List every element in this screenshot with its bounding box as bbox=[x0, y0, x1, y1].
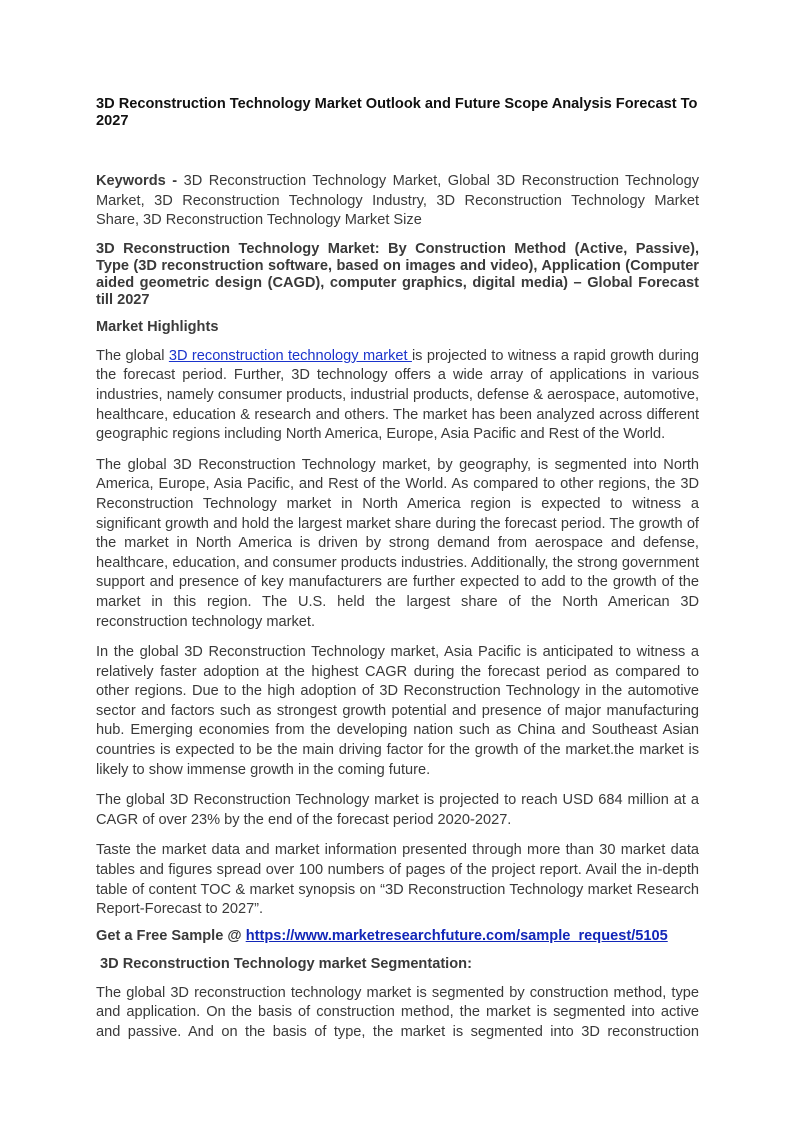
document-title: 3D Reconstruction Technology Market Outlook and Future Scope Analysis Forecast To 2027 bbox=[96, 96, 698, 129]
segmentation-heading: 3D Reconstruction Technology market Segmentation: bbox=[100, 955, 472, 972]
paragraph-intro bbox=[96, 347, 699, 445]
keywords-text: 3D Reconstruction Technology Market, Global 3D Reconstruction Technology Market, 3D Reconstruction Technology Industry, 3D Reconstruction Technology Market Share, 3D Reconstruction Technology Market Size bbox=[96, 173, 699, 229]
free-sample-link[interactable]: https://www.marketresearchfuture.com/sample_request/5105 bbox=[245, 927, 668, 944]
keywords-paragraph bbox=[96, 172, 699, 231]
market-highlights-heading: Market Highlights bbox=[96, 318, 219, 335]
paragraph-segmentation: The global 3D reconstruction technology market is segmented by construction method, type and application. On the basis of construction method, the market is segmented into active and passive. And on the basis of type, the market is segmented into 3D reconstruction bbox=[96, 984, 699, 1040]
document-page bbox=[96, 96, 699, 1043]
paragraph-report-info: Taste the market data and market information presented through more than 30 market data tables and figures spread over 100 numbers of pages of the project report. Avail the in-depth table of content TOC & market synopsis on “3D Reconstruction Technology market Research Report-Forecast to 2027”. bbox=[96, 842, 699, 918]
market-report-link[interactable]: 3D reconstruction technology market bbox=[168, 347, 412, 364]
paragraph-geography: The global 3D Reconstruction Technology market, by geography, is segmented into North America, Europe, Asia Pacific, and Rest of the World. As compared to other regions, the 3D Reconstruction Technology market in North America region is expected to witness a significant growth and hold the largest market share during the forecast period. The growth of the market in North America is driven by strong demand from aerospace and defense, healthcare, education, and consumer products industries. Additionally, the strong government support and presence of key manufacturers are further expected to add to the growth of the market in this region. The U.S. held the largest share of the North American 3D reconstruction technology market. bbox=[96, 456, 699, 630]
free-sample-label: Get a Free Sample @ bbox=[96, 927, 246, 944]
paragraph-asia-pacific: In the global 3D Reconstruction Technology market, Asia Pacific is anticipated to witness a relatively faster adoption at the highest CAGR during the forecast period as compared to other regions. Due to the high adoption of 3D Reconstruction Technology in the automotive sector and factors such as strongest growth potential and presence of major manufacturing hub. Emerging economies from the developing nation such as China and Southeast Asian countries is expected to be the main driving factor for the growth of the market.the market is likely to show immense growth in the coming future. bbox=[96, 644, 699, 778]
free-sample-line bbox=[96, 928, 699, 945]
paragraph-market-size: The global 3D Reconstruction Technology market is projected to reach USD 684 million at a CAGR of over 23% by the end of the forecast period 2020-2027. bbox=[96, 792, 699, 828]
report-subtitle: 3D Reconstruction Technology Market: By Construction Method (Active, Passive), Type (3D reconstruction software, based on images and video), Application (Computer aided geometric design (CAGD), computer graphics, digital media) – Global Forecast till 2027 bbox=[96, 240, 699, 308]
keywords-label: Keywords - bbox=[96, 173, 178, 189]
intro-text-after-link: is projected to witness a rapid growth during the forecast period. Further, 3D technology offers a wide array of applications in various industries, namely consumer products, industrial products, defense & aerospace, automotive, healthcare, education & research and others. The market has been analyzed across different geographic regions including North America, Europe, Asia Pacific and Rest of the World. bbox=[96, 347, 699, 443]
intro-text-before-link: The global bbox=[96, 347, 169, 364]
